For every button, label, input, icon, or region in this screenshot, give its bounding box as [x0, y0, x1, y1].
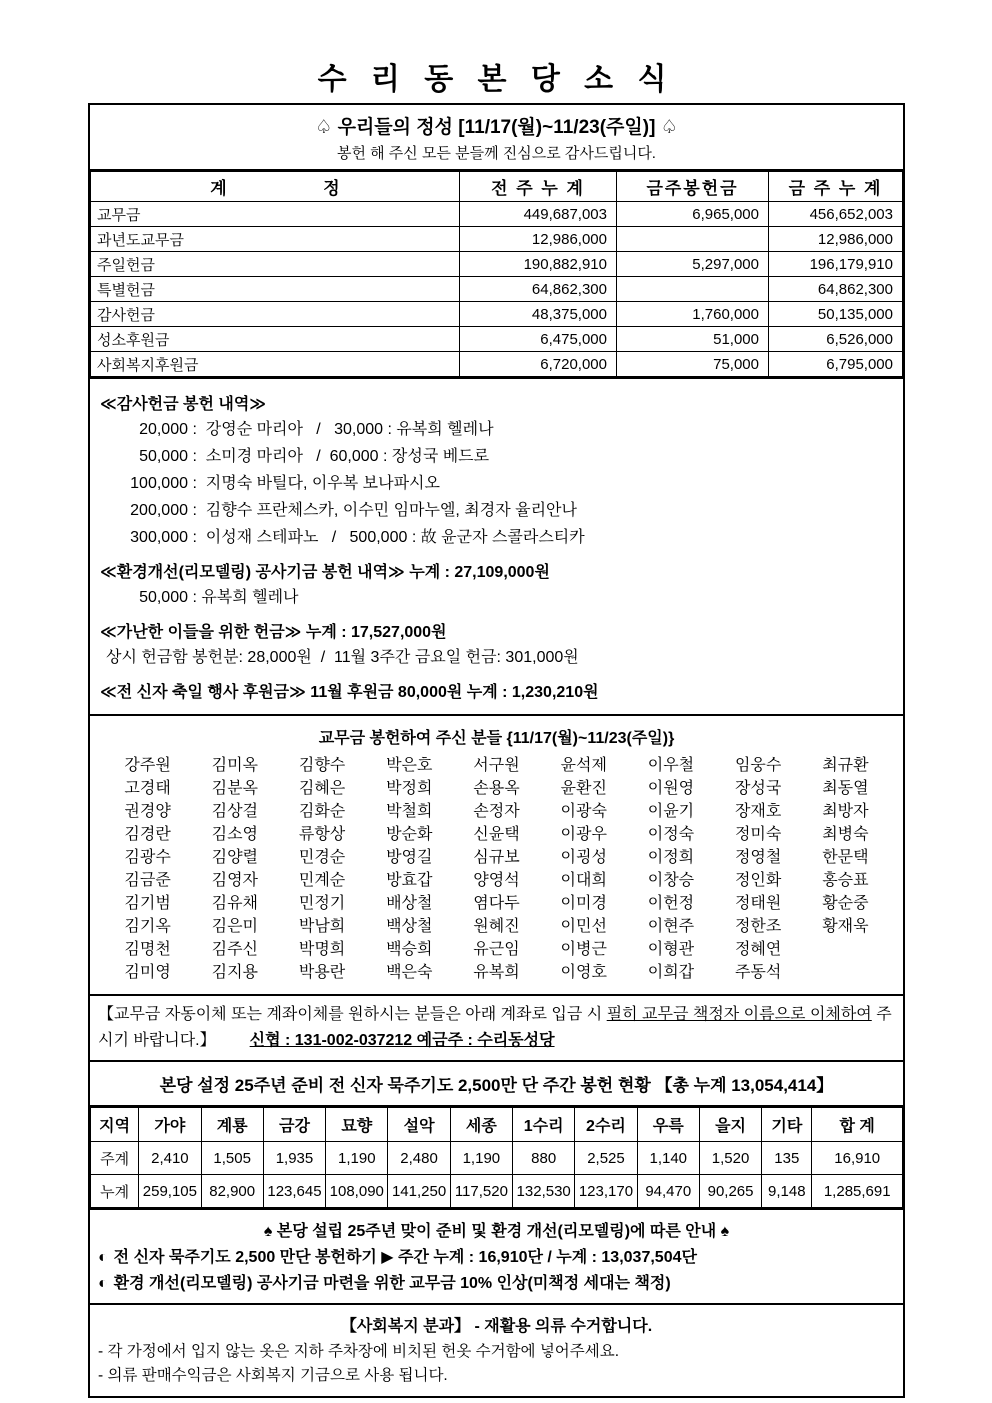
offering-header-title: 우리들의 정성 [11/17(월)~11/23(주일)] [337, 117, 656, 138]
region-value: 16,910 [812, 1142, 903, 1175]
offering-table-section [88, 169, 905, 379]
region-value: 1,935 [263, 1142, 325, 1175]
table-row [104, 846, 889, 869]
donor-name: 이광숙 [560, 803, 607, 820]
table-row [104, 754, 889, 777]
donor-name: 한문택 [822, 849, 869, 866]
donor-name: 이병근 [560, 941, 607, 958]
region-value: 123,170 [575, 1175, 637, 1208]
donor-name: 정인화 [734, 872, 782, 889]
donor-name: 방순화 [386, 826, 433, 843]
table-row [91, 277, 903, 302]
poor-fund-total-label: 누계 : [305, 624, 347, 641]
donor-name: 류항상 [298, 826, 346, 843]
header-account-right: 정 [323, 179, 340, 198]
list-item [100, 497, 893, 524]
anniversary-bullet-text: 환경 개선(리모델링) 공사기금 마련을 위한 교무금 10% 인상(미책정 세대는 책정) [113, 1275, 671, 1292]
list-item [100, 443, 893, 470]
region-value: 880 [513, 1142, 575, 1175]
donation-names: : 이성재 스테파노 / 500,000 : 故 윤군자 스콜라스티카 [188, 529, 585, 546]
row-week [617, 227, 769, 252]
donor-name: 정영철 [734, 849, 782, 866]
donor-name: 손정자 [473, 803, 520, 820]
donation-names: : 유복희 헬레나 [188, 589, 299, 606]
donor-name: 유복희 [473, 964, 520, 981]
row-name: 과년도교무금 [91, 227, 460, 252]
donor-name: 황순중 [822, 895, 869, 912]
row-week: 75,000 [617, 352, 769, 377]
donor-name: 최병숙 [822, 826, 869, 843]
table-row [91, 252, 903, 277]
feast-fund-title-line [100, 679, 893, 702]
donor-name: 민계순 [298, 872, 346, 889]
donor-name: 최규환 [822, 757, 869, 774]
table-row [91, 327, 903, 352]
donor-name: 김혜은 [298, 780, 346, 797]
region-value: 141,250 [388, 1175, 450, 1208]
donor-name: 정태원 [734, 895, 782, 912]
donor-name: 권경양 [124, 803, 171, 820]
anniversary-title-line [98, 1218, 895, 1241]
region-row-label: 누계 [91, 1175, 139, 1208]
row-name: 주일헌금 [91, 252, 460, 277]
region-row-label: 주계 [91, 1142, 139, 1175]
donor-names-title: 교무금 봉헌하여 주신 분들 {11/17(월)~11/23(주일)} [318, 730, 675, 747]
donor-name: 심규보 [473, 849, 520, 866]
donor-name: 장성국 [734, 780, 782, 797]
thanks-detail-title: ≪감사헌금 봉헌 내역≫ [100, 396, 267, 413]
feast-fund-title: ≪전 신자 축일 행사 후원금≫ [100, 684, 306, 701]
list-item [100, 416, 893, 443]
poor-fund-total-value: 17,527,000원 [351, 624, 447, 641]
region-value: 108,090 [326, 1175, 388, 1208]
donor-name: 이정숙 [647, 826, 695, 843]
donor-name: 방영길 [386, 849, 433, 866]
transfer-notice-text: 주시기 바랍니다.】 [98, 1006, 892, 1049]
table-row [104, 892, 889, 915]
region-col: 1수리 [513, 1108, 575, 1142]
region-col: 기타 [762, 1108, 812, 1142]
feast-fund-mid-label: 11월 후원금 80,000원 누계 : [310, 684, 508, 701]
offering-header-section [88, 103, 905, 171]
table-row [91, 1175, 903, 1208]
spade-filled-icon: ♠ [720, 1223, 730, 1240]
donor-name: 이정희 [647, 849, 695, 866]
remodel-fund-total: 누계 : 27,109,000원 [409, 564, 550, 581]
donor-name: 서구원 [473, 757, 520, 774]
region-value: 2,410 [139, 1142, 201, 1175]
poor-fund-title-line [100, 619, 893, 642]
donor-name: 김미옥 [211, 757, 259, 774]
spade-outline-icon: ♤ [315, 117, 333, 138]
donor-name: 김경란 [124, 826, 171, 843]
donor-name: 김기옥 [124, 918, 171, 935]
table-row [91, 227, 903, 252]
donor-name: 윤석제 [560, 757, 607, 774]
donor-name: 백승희 [386, 941, 433, 958]
region-col: 설악 [388, 1108, 450, 1142]
row-prev: 449,687,003 [460, 202, 617, 227]
donation-amount: 50,000 [139, 589, 188, 606]
region-value: 2,480 [388, 1142, 450, 1175]
donor-name: 이우철 [647, 757, 695, 774]
donor-name: 윤환진 [560, 780, 607, 797]
donor-name: 강주원 [124, 757, 171, 774]
anniversary-bullet-text: 전 신자 묵주기도 2,500 만단 봉헌하기 ▶ 주간 누계 : 16,910단 / 누계 : 13,037,504단 [113, 1249, 697, 1266]
region-value: 132,530 [513, 1175, 575, 1208]
donor-name: 김주신 [211, 941, 259, 958]
donor-name: 이영호 [560, 964, 607, 981]
region-value: 82,900 [201, 1175, 263, 1208]
donor-name: 이굉성 [560, 849, 607, 866]
region-table [90, 1107, 903, 1208]
table-row [104, 938, 889, 961]
row-total: 6,526,000 [769, 327, 903, 352]
region-col: 합 계 [812, 1108, 903, 1142]
row-prev: 6,720,000 [460, 352, 617, 377]
half-circle-bullet-icon: ◐ [98, 1249, 108, 1266]
donor-name: 이대희 [560, 872, 607, 889]
donor-name: 이원영 [647, 780, 695, 797]
region-value: 94,470 [637, 1175, 699, 1208]
poor-fund-title: ≪가난한 이들을 위한 헌금≫ [100, 624, 302, 641]
row-total: 196,179,910 [769, 252, 903, 277]
row-total: 64,862,300 [769, 277, 903, 302]
table-row [91, 202, 903, 227]
region-value: 1,140 [637, 1142, 699, 1175]
row-total: 456,652,003 [769, 202, 903, 227]
region-corner: 지역 [91, 1108, 139, 1142]
list-item [98, 1245, 895, 1271]
welfare-section [88, 1303, 905, 1398]
page-title: 수 리 동 본 당 소 식 [317, 63, 675, 96]
remodel-fund-title-line [100, 559, 893, 582]
region-col: 묘향 [326, 1108, 388, 1142]
list-item [100, 524, 893, 551]
donor-name: 정미숙 [734, 826, 782, 843]
header-week-total: 금 주 누 계 [769, 172, 903, 202]
donor-name: 김광수 [124, 849, 171, 866]
row-total: 50,135,000 [769, 302, 903, 327]
row-name: 교무금 [91, 202, 460, 227]
transfer-notice-underlined: 필히 교무금 책정자 이름으로 이체하여 [606, 1006, 872, 1023]
spade-filled-icon: ♠ [263, 1223, 273, 1240]
list-item [100, 584, 893, 611]
list-item: - 각 가정에서 입지 않는 옷은 지하 주차장에 비치된 헌옷 수거함에 넣어주세요. [98, 1343, 620, 1360]
donor-name: 박용란 [298, 964, 346, 981]
list-item [98, 1271, 895, 1297]
row-week: 51,000 [617, 327, 769, 352]
donor-name: 김금준 [124, 872, 171, 889]
region-col: 우륵 [637, 1108, 699, 1142]
donor-name: 원혜진 [473, 918, 520, 935]
bulletin-content [88, 103, 905, 1398]
poor-fund-detail: 상시 헌금함 봉헌분: 28,000원 / 11월 3주간 금요일 헌금: 301,000원 [106, 649, 579, 666]
transfer-notice-section [88, 994, 905, 1062]
donor-name: 염다두 [473, 895, 520, 912]
donor-name: 김양렬 [211, 849, 259, 866]
donor-name: 백은숙 [386, 964, 433, 981]
donor-name: 김소영 [211, 826, 259, 843]
donor-name: 이광우 [560, 826, 607, 843]
donor-name: 장재호 [734, 803, 782, 820]
table-row [104, 823, 889, 846]
anniversary-section [88, 1208, 905, 1305]
bank-account-info: 신협 : 131-002-037212 예금주 : 수리동성당 [249, 1032, 555, 1049]
region-table-section [88, 1105, 905, 1210]
donor-name: 김분옥 [211, 780, 259, 797]
region-col: 2수리 [575, 1108, 637, 1142]
table-row [91, 352, 903, 377]
donor-name: 유근임 [473, 941, 520, 958]
table-row [91, 1142, 903, 1175]
region-col: 계룡 [201, 1108, 263, 1142]
donor-name: 백상철 [386, 918, 433, 935]
donor-name: 김향수 [298, 757, 346, 774]
donor-name: 박정희 [386, 780, 433, 797]
row-prev: 48,375,000 [460, 302, 617, 327]
donation-detail-section [88, 377, 905, 716]
donor-name: 최방자 [822, 803, 869, 820]
donor-name: 김명천 [124, 941, 171, 958]
row-name: 사회복지후원금 [91, 352, 460, 377]
donor-name: 이민선 [560, 918, 607, 935]
donation-amount: 50,000 [139, 448, 188, 465]
half-circle-bullet-icon: ◐ [98, 1275, 108, 1292]
row-week: 5,297,000 [617, 252, 769, 277]
row-name: 특별헌금 [91, 277, 460, 302]
donor-name: 손용옥 [473, 780, 520, 797]
header-week-amount: 금주봉헌금 [617, 172, 769, 202]
region-value: 259,105 [139, 1175, 201, 1208]
region-col: 가야 [139, 1108, 201, 1142]
donor-names-section [88, 714, 905, 996]
donation-names: : 강영순 마리아 / 30,000 : 유복희 헬레나 [188, 421, 494, 438]
row-prev: 64,862,300 [460, 277, 617, 302]
row-name: 감사헌금 [91, 302, 460, 327]
donor-name: 정혜연 [734, 941, 782, 958]
list-item: - 의류 판매수익금은 사회복지 기금으로 사용 됩니다. [98, 1367, 448, 1384]
region-value: 9,148 [762, 1175, 812, 1208]
remodel-fund-title: ≪환경개선(리모델링) 공사기금 봉헌 내역≫ [100, 564, 405, 581]
donor-name: 신윤택 [473, 826, 520, 843]
table-row [104, 961, 889, 984]
donor-name: 이헌정 [647, 895, 695, 912]
region-value: 1,520 [699, 1142, 761, 1175]
donor-name: 김미영 [124, 964, 171, 981]
donor-name: 이현주 [647, 918, 695, 935]
spade-outline-icon: ♤ [660, 117, 678, 138]
rosary-banner: 본당 설정 25주년 준비 전 신자 묵주기도 2,500만 단 주간 봉헌 현황 【총 누계 13,054,414】 [88, 1060, 905, 1107]
row-name: 성소후원금 [91, 327, 460, 352]
donor-name: 김유채 [211, 895, 259, 912]
header-prev-total: 전 주 누 계 [460, 172, 617, 202]
region-value: 90,265 [699, 1175, 761, 1208]
header-account [91, 172, 460, 202]
table-row [104, 777, 889, 800]
region-value: 1,505 [201, 1142, 263, 1175]
donor-name: 홍승표 [822, 872, 869, 889]
transfer-notice-text: 【교무금 자동이체 또는 계좌이체를 원하시는 분들은 아래 계좌로 입금 시 [98, 1006, 607, 1023]
donor-name: 최동열 [822, 780, 869, 797]
region-value: 1,285,691 [812, 1175, 903, 1208]
offering-header-subtitle: 봉헌 해 주신 모든 분들께 진심으로 감사드립니다. [337, 145, 656, 162]
row-total: 12,986,000 [769, 227, 903, 252]
row-week: 6,965,000 [617, 202, 769, 227]
donation-names: : 지명숙 바틸다, 이우복 보나파시오 [188, 475, 440, 492]
table-row [91, 302, 903, 327]
donor-name: 김상걸 [211, 803, 259, 820]
table-row [104, 869, 889, 892]
region-value: 123,645 [263, 1175, 325, 1208]
welfare-title: 【사회복지 분과】 - 재활용 의류 수거합니다. [340, 1318, 653, 1335]
donor-name: 이희갑 [647, 964, 695, 981]
donation-amount: 200,000 [130, 502, 188, 519]
donor-name: 이창승 [647, 872, 695, 889]
region-header-row [91, 1108, 903, 1142]
header-account-left: 계 [210, 179, 227, 198]
donor-name: 임웅수 [734, 757, 782, 774]
row-prev: 12,986,000 [460, 227, 617, 252]
donor-name: 양영석 [473, 872, 520, 889]
feast-fund-total-value: 1,230,210원 [511, 684, 599, 701]
offering-table-header-row [91, 172, 903, 202]
region-value: 1,190 [450, 1142, 512, 1175]
donor-name: 박철희 [386, 803, 433, 820]
donor-name: 이형관 [647, 941, 695, 958]
region-value: 1,190 [326, 1142, 388, 1175]
donation-amount: 300,000 [130, 529, 188, 546]
donation-names: : 김향수 프란체스카, 이수민 임마누엘, 최경자 율리안나 [188, 502, 577, 519]
table-row [104, 915, 889, 938]
donor-name: 이윤기 [647, 803, 695, 820]
donor-name: 배상철 [386, 895, 433, 912]
donor-name: 고경태 [124, 780, 171, 797]
donor-name: 주동석 [734, 964, 782, 981]
donor-name: 박명희 [298, 941, 346, 958]
list-item [100, 470, 893, 497]
donation-amount: 20,000 [139, 421, 188, 438]
offering-header-title-line [94, 112, 899, 139]
region-col: 세종 [450, 1108, 512, 1142]
donor-name: 김영자 [211, 872, 259, 889]
donor-name: 김지용 [211, 964, 259, 981]
row-prev: 6,475,000 [460, 327, 617, 352]
donation-amount: 100,000 [130, 475, 188, 492]
donor-name: 민정기 [298, 895, 346, 912]
region-col: 을지 [699, 1108, 761, 1142]
row-total: 6,795,000 [769, 352, 903, 377]
region-value: 2,525 [575, 1142, 637, 1175]
donor-name: 박남희 [298, 918, 346, 935]
donor-name: 민경순 [298, 849, 346, 866]
donor-name: 김기범 [124, 895, 171, 912]
donor-name: 이미경 [560, 895, 607, 912]
donor-name: 박은호 [386, 757, 433, 774]
donor-name: 황재욱 [822, 918, 869, 935]
region-value: 135 [762, 1142, 812, 1175]
row-prev: 190,882,910 [460, 252, 617, 277]
donation-names: : 소미경 마리아 / 60,000 : 장성국 베드로 [188, 448, 490, 465]
row-week [617, 277, 769, 302]
anniversary-title: 본당 설립 25주년 맞이 준비 및 환경 개선(리모델링)에 따른 안내 [276, 1223, 717, 1240]
region-value: 117,520 [450, 1175, 512, 1208]
table-row [104, 800, 889, 823]
region-col: 금강 [263, 1108, 325, 1142]
donor-name: 김화순 [298, 803, 346, 820]
donor-name: 정한조 [734, 918, 782, 935]
offering-table [90, 171, 903, 377]
donor-name: 방효갑 [386, 872, 433, 889]
donor-name: 김은미 [211, 918, 259, 935]
row-week: 1,760,000 [617, 302, 769, 327]
